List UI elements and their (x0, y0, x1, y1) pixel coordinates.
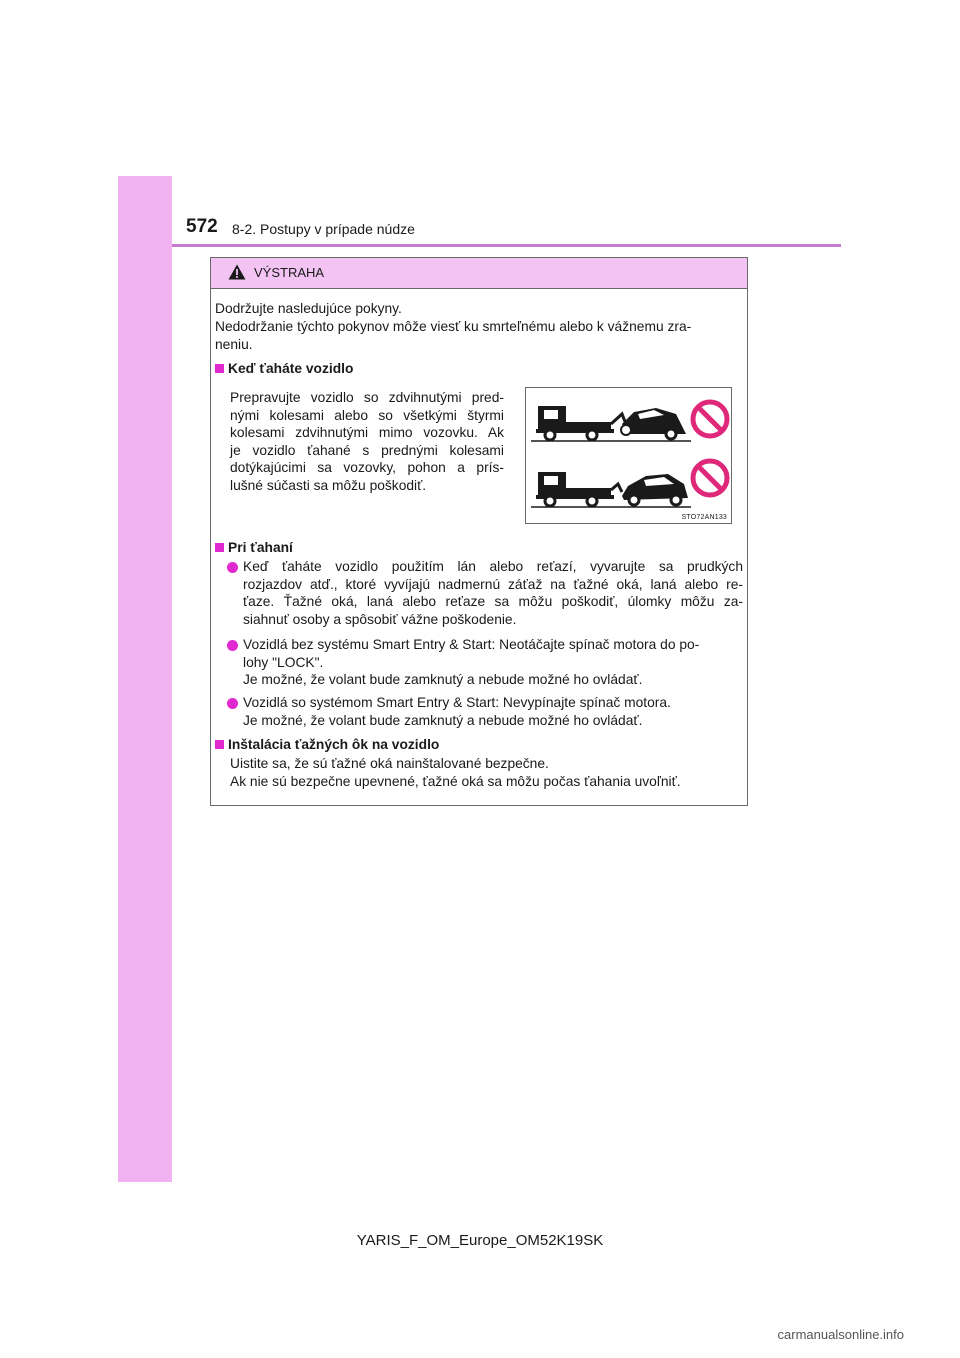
figure-code: STO72AN133 (681, 514, 727, 521)
round-bullet-icon (227, 698, 238, 709)
tow-truck-icon (536, 472, 622, 506)
paragraph-line: nými kolesami alebo so všetkými štyrmi (230, 407, 504, 423)
chapter-title: 8-2. Postupy v prípade núdze (232, 221, 415, 237)
paragraph-line: Uistite sa, že sú ťažné oká nainštalované bezpečne. (230, 756, 549, 771)
paragraph-line: Ak nie sú bezpečne upevnené, ťažné oká sa môžu počas ťahania uvoľniť. (230, 773, 681, 789)
section-heading-tow-eyelets (215, 736, 439, 754)
warning-intro-line: Nedodržanie týchto pokynov môže viesť ku smrteľnému alebo k vážnemu zra- (215, 319, 692, 334)
prohibited-icon (693, 461, 727, 495)
section-heading-text: Keď ťaháte vozidlo (228, 361, 354, 376)
section-heading-pulling (215, 539, 293, 557)
paragraph-line: Je možné, že volant bude zamknutý a nebude možné ho ovládať. (243, 712, 643, 728)
warning-triangle-icon (228, 264, 246, 280)
chapter-side-tab (118, 176, 172, 1182)
round-bullet-icon (227, 640, 238, 651)
paragraph-line: Vozidlá so systémom Smart Entry & Start: Nevypínajte spínač motora. (243, 695, 671, 710)
section-heading-text: Pri ťahaní (228, 540, 293, 555)
paragraph-line: ťaze. Ťažné oká, laná alebo reťaze sa môžu poškodiť, úlomky môžu za- (243, 594, 743, 610)
paragraph-line: Je možné, že volant bude zamknutý a nebude možné ho ovládať. (243, 672, 643, 688)
paragraph-line: rozjazdov atď., ktoré vyvíjajú nadmernú záťaž na ťažné oká, laná alebo re- (243, 576, 743, 592)
warning-intro-line: Dodržujte nasledujúce pokyny. (215, 301, 402, 316)
towing-paragraph (230, 389, 504, 495)
header-rule (172, 244, 841, 247)
section-heading-towing (215, 360, 353, 378)
section-heading-text: Inštalácia ťažných ôk na vozidlo (228, 737, 440, 752)
paragraph-line: Prepravujte vozidlo so zdvihnutými pred- (230, 390, 504, 405)
watermark: carmanualsonline.info (777, 1327, 904, 1342)
paragraph-line: siahnuť osoby a spôsobiť vážne poškodenie. (243, 611, 517, 627)
round-bullet-icon (227, 562, 238, 573)
paragraph-line: lušné súčasti sa môžu poškodiť. (230, 477, 427, 493)
bullet-paragraph (243, 636, 743, 689)
paragraph-line: dotýkajúcimi sa vozovky, pohon a prís- (230, 460, 504, 476)
bullet-paragraph (243, 558, 743, 628)
page-number: 572 (186, 216, 218, 237)
square-bullet-icon (215, 543, 224, 552)
paragraph-line: kolesami zdvihnutými mimo vozovku. Ak (230, 425, 504, 441)
paragraph-line: je vozidlo ťahané s prednými kolesami (230, 442, 504, 458)
tow-truck-illustration (526, 388, 731, 523)
paragraph-line: Keď ťaháte vozidlo použitím lán alebo reťazí, vyvarujte sa prudkých (243, 559, 743, 574)
paragraph-line: Vozidlá bez systému Smart Entry & Start: Neotáčajte spínač motora do po- (243, 637, 700, 652)
tow-truck-icon (536, 406, 626, 440)
square-bullet-icon (215, 740, 224, 749)
warning-title: VÝSTRAHA (254, 265, 325, 280)
document-footer: YARIS_F_OM_Europe_OM52K19SK (356, 1232, 604, 1249)
towed-car-icon (622, 474, 688, 505)
warning-header (211, 258, 747, 289)
paragraph-line: lohy "LOCK". (243, 654, 324, 670)
towing-illustration (525, 387, 732, 524)
warning-intro-line: neniu. (215, 337, 253, 352)
eyelet-paragraph (230, 755, 681, 790)
bullet-paragraph (243, 694, 743, 729)
square-bullet-icon (215, 364, 224, 373)
towed-car-icon (621, 408, 686, 439)
prohibited-icon (693, 402, 727, 436)
